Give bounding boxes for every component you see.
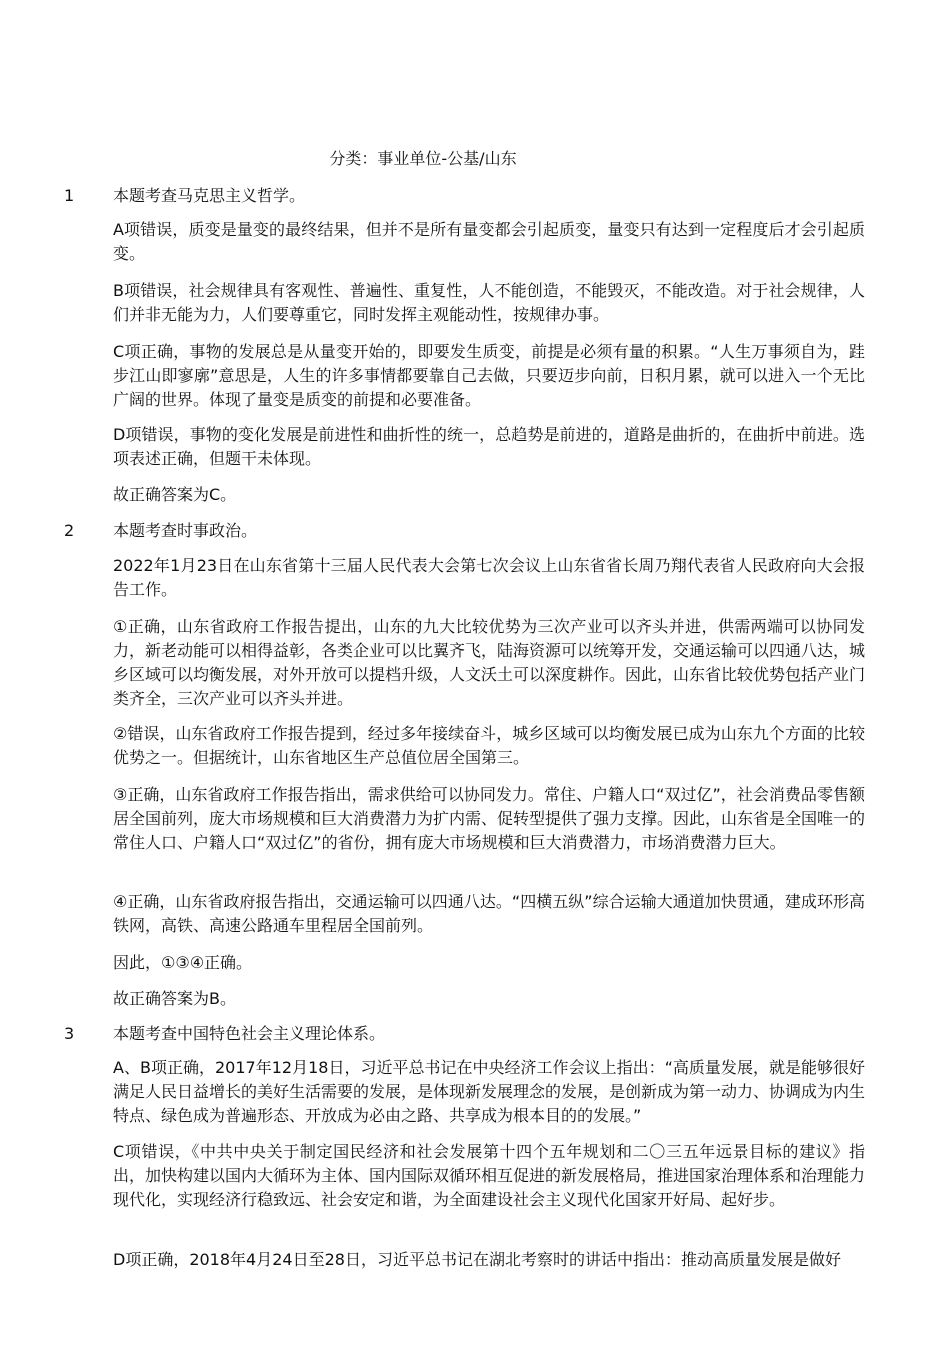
answer-line: 故正确答案为C。 <box>113 485 237 504</box>
answer-line: 故正确答案为B。 <box>113 989 236 1008</box>
explanation-paragraph: D项错误，事物的变化发展是前进性和曲折性的统一，总趋势是前进的，道路是曲折的，在曲折中前进。选项表述正确，但题干未体现。 <box>113 425 865 468</box>
explanation-paragraph: 2022年1月23日在山东省第十三届人民代表大会第七次会议上山东省省长周乃翔代表省人民政府向大会报告工作。 <box>113 556 865 599</box>
question-title: 本题考查马克思主义哲学。 <box>113 186 306 205</box>
explanation-paragraph: D项正确，2018年4月24日至28日，习近平总书记在湖北考察时的讲话中指出：推动高质量发展是做好 <box>113 1250 841 1269</box>
explanation-paragraph: ①正确，山东省政府工作报告提出，山东的九大比较优势为三次产业可以齐头并进，供需两端可以协同发力，新老动能可以相得益彰，各类企业可以比翼齐飞，陆海资源可以统筹开发，交通运输可以四通八达，城乡区域可以均衡发展，对外开放可以提档升级，人文沃土可以深度耕作。因此，山东省比较优势包括产业门类齐全，三次产业可以齐头并进。 <box>113 617 866 708</box>
question-title: 本题考查时事政治。 <box>113 521 258 540</box>
category-header: 分类：事业单位-公基/山东 <box>329 149 517 168</box>
question-number: 2 <box>64 521 75 540</box>
question-title: 本题考查中国特色社会主义理论体系。 <box>113 1024 386 1043</box>
explanation-paragraph: C项正确，事物的发展总是从量变开始的，即要发生质变，前提是必须有量的积累。“人生万事须自为，跬步江山即寥廓”意思是，人生的许多事情都要靠自己去做，只要迈步向前，日积月累，就可以进入一个无比广阔的世界。体现了量变是质变的前提和必要准备。 <box>113 342 865 409</box>
conclusion-line: 因此，①③④正确。 <box>113 953 253 972</box>
explanation-paragraph: ③正确，山东省政府工作报告指出，需求供给可以协同发力。常住、户籍人口“双过亿”，社会消费品零售额居全国前列，庞大市场规模和巨大消费潜力为扩内需、促转型提供了强力支撑。因此，山东省是全国唯一的常住人口、户籍人口“双过亿”的省份，拥有庞大市场规模和巨大消费潜力，市场消费潜力巨大。 <box>113 785 866 852</box>
explanation-paragraph: ②错误，山东省政府工作报告提到，经过多年接续奋斗，城乡区域可以均衡发展已成为山东九个方面的比较优势之一。但据统计，山东省地区生产总值位居全国第三。 <box>113 724 865 767</box>
explanation-paragraph: B项错误，社会规律具有客观性、普遍性、重复性，人不能创造，不能毁灭，不能改造。对于社会规律，人们并非无能为力，人们要尊重它，同时发挥主观能动性，按规律办事。 <box>113 281 865 324</box>
question-number: 1 <box>64 186 75 205</box>
explanation-paragraph: ④正确，山东省政府报告指出，交通运输可以四通八达。“四横五纵”综合运输大通道加快贯通，建成环形高铁网，高铁、高速公路通车里程居全国前列。 <box>113 892 865 935</box>
explanation-paragraph: C项错误，《中共中央关于制定国民经济和社会发展第十四个五年规划和二〇三五年远景目标的建议》指出，加快构建以国内大循环为主体、国内国际双循环相互促进的新发展格局，推进国家治理体系和治理能力现代化，实现经济行稳致远、社会安定和谐，为全面建设社会主义现代化国家开好局、起好步。 <box>113 1142 866 1209</box>
explanation-paragraph: A项错误，质变是量变的最终结果，但并不是所有量变都会引起质变，量变只有达到一定程度后才会引起质变。 <box>113 220 865 263</box>
question-number: 3 <box>64 1024 75 1043</box>
explanation-paragraph: A、B项正确，2017年12月18日，习近平总书记在中央经济工作会议上指出：“高质量发展，就是能够很好满足人民日益增长的美好生活需要的发展，是体现新发展理念的发展，是创新成为第一动力、协调成为内生特点、绿色成为普遍形态、开放成为必由之路、共享成为根本目的的发展。” <box>113 1058 866 1125</box>
